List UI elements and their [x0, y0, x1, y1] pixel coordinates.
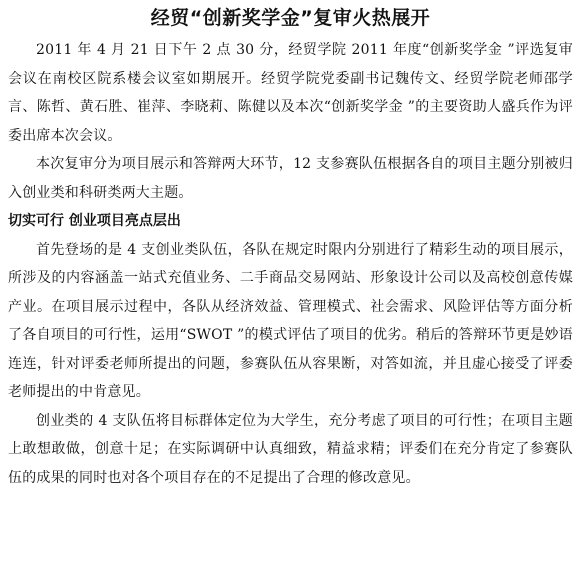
paragraph-startup-summary: 创业类的 4 支队伍将目标群体定位为大学生，充分考虑了项目的可行性；在项目主题上敢想敢做，创意十足；在实际调研中认真细致，精益求精；评委们在充分肯定了参赛队伍的成果的同时也对各个项目存在的不足提出了合理的修改意见。 [8, 412, 573, 486]
paragraph-review-structure: 本次复审分为项目展示和答辩两大环节，12 支参赛队伍根据各自的项目主题分别被归入创业类和科研类两大主题。 [8, 156, 573, 201]
article-title: 经贸“创新奖学金”复审火热展开 [150, 7, 431, 29]
section-heading: 切实可行 创业项目亮点层出 [8, 213, 181, 229]
paragraph-startup-teams: 首先登场的是 4 支创业类队伍，各队在规定时限内分别进行了精彩生动的项目展示，所涉及的内容涵盖一站式充值业务、二手商品交易网站、形象设计公司以及高校创意传媒产业。在项目展示过程中，各队从经济效益、管理模式、社会需求、风险评估等方面分析了各自项目的可行性，运用“SWOT ”的模式评估了项目的优劣。稍后的答辩环节更是妙语连连，针对评委老师所提出的问题，参赛队伍从容果断，对答如流，并且虚心接受了评委老师提出的中肯意见。 [8, 241, 573, 400]
paragraph-meeting-intro: 2011 年 4 月 21 日下午 2 点 30 分，经贸学院 2011 年度“创新奖学金 ”评选复审会议在南校区院系楼会议室如期展开。经贸学院党委副书记魏传文、经贸学院老师邵学言、陈哲、黄石胜、崔萍、李晓莉、陈健以及本次“创新奖学金 ”的主要资助人盛兵作为评委出席本次会议。 [8, 42, 573, 144]
